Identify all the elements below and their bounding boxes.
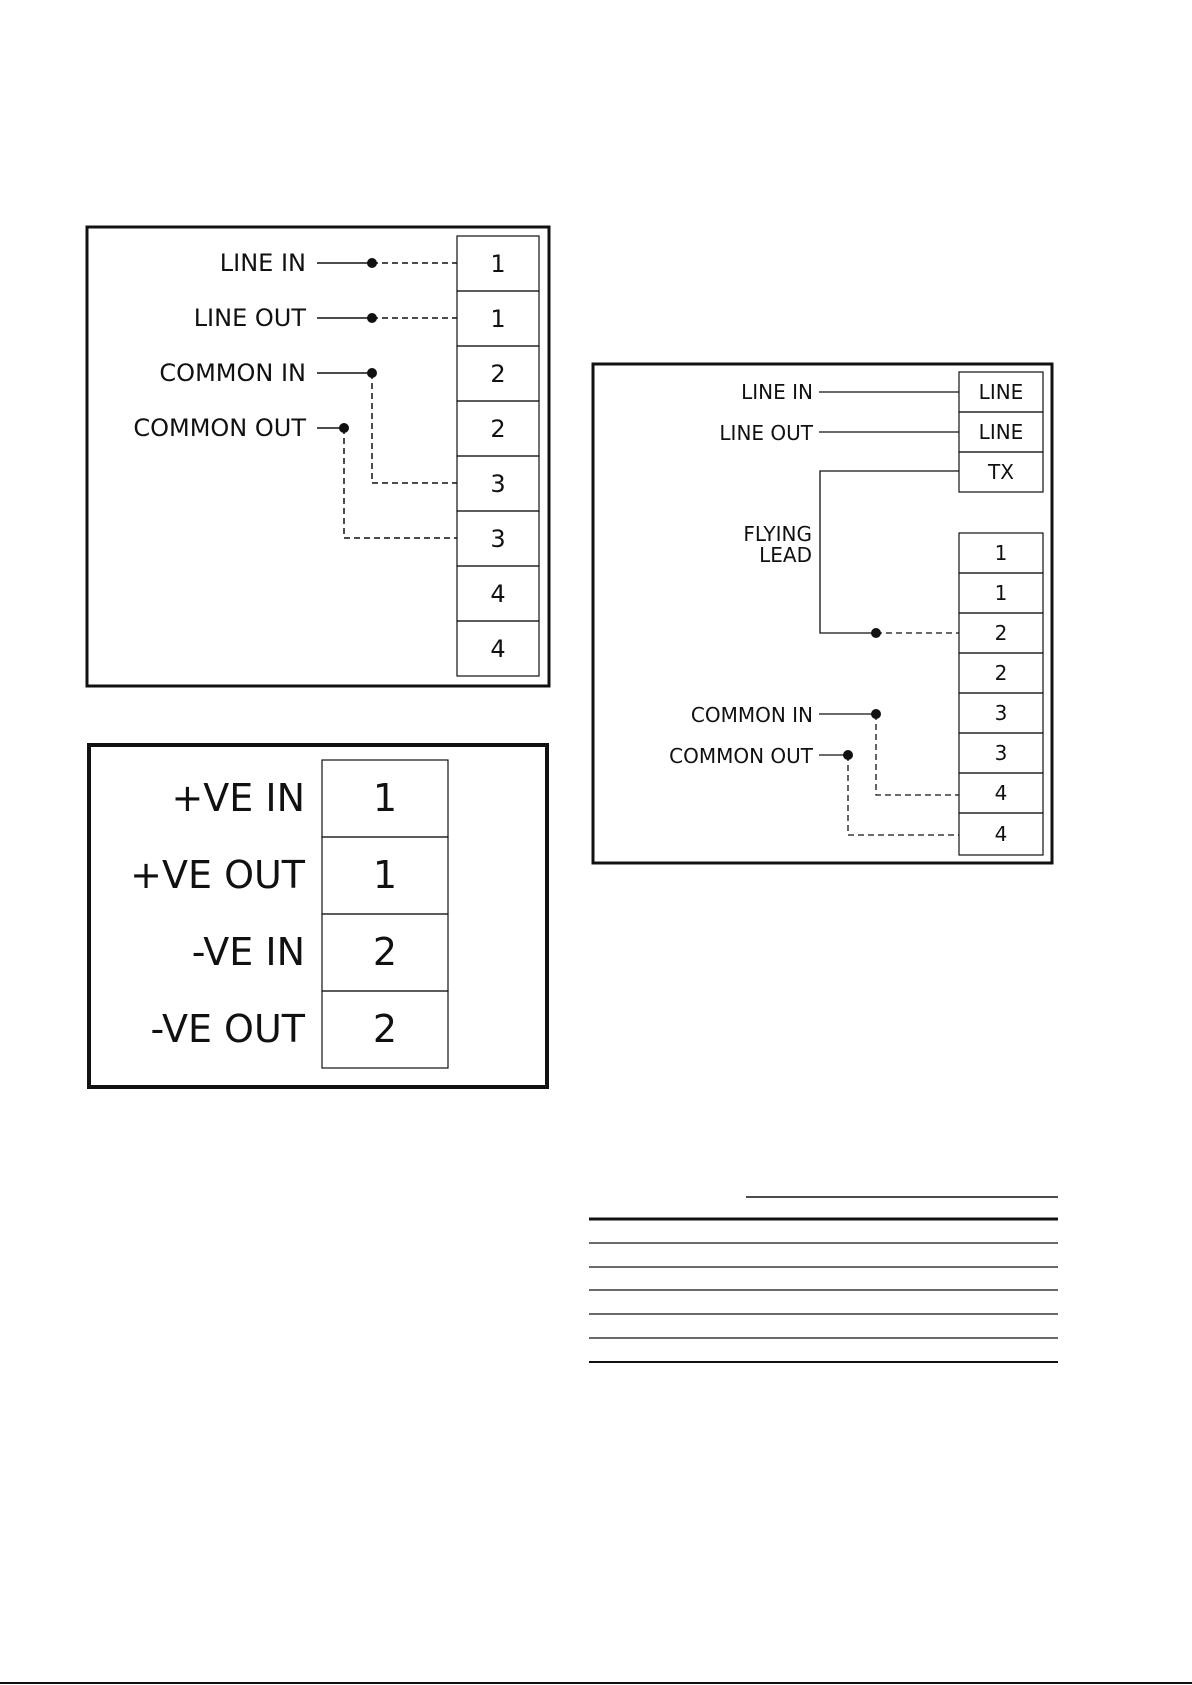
d3-terminal-2b: 2: [994, 661, 1008, 685]
d3-terminal-3b: 3: [994, 741, 1008, 765]
d3-label-lead: LEAD: [759, 543, 812, 567]
d1-terminal-1a: 1: [490, 250, 506, 278]
diagram-1: [87, 227, 549, 686]
d2-label-pos-out: +VE OUT: [130, 853, 305, 897]
d3-terminal-4b: 4: [994, 822, 1008, 846]
d2-terminal-2b: 2: [372, 1007, 398, 1051]
empty-table-rules: [589, 1197, 1058, 1362]
d2-terminal-2a: 2: [372, 930, 398, 974]
d1-terminal-4b: 4: [490, 635, 506, 663]
d3-terminal-tx: TX: [988, 460, 1014, 484]
d3-terminal-2a: 2: [994, 621, 1008, 645]
d3-terminal-4a: 4: [994, 781, 1008, 805]
diagram-2: [89, 745, 547, 1087]
d3-junction-dots: [843, 628, 881, 760]
d3-terminal-1b: 1: [994, 581, 1008, 605]
d3-label-line-out: LINE OUT: [719, 421, 813, 445]
d3-terminal-3a: 3: [994, 701, 1008, 725]
d2-label-pos-in: +VE IN: [171, 776, 305, 820]
d3-wires: [819, 392, 959, 835]
d3-terminal-line-a: LINE: [978, 380, 1024, 404]
d1-terminal-1b: 1: [490, 305, 506, 333]
d2-label-neg-out: -VE OUT: [150, 1007, 305, 1051]
d1-label-line-out: LINE OUT: [193, 304, 306, 332]
d3-terminal-1a: 1: [994, 541, 1008, 565]
d3-label-line-in: LINE IN: [741, 380, 813, 404]
d1-terminal-3b: 3: [490, 525, 506, 553]
d1-terminal-2a: 2: [490, 360, 506, 388]
d1-label-common-out: COMMON OUT: [133, 414, 306, 442]
d2-terminal-1b: 1: [372, 853, 398, 897]
d3-terminal-line-b: LINE: [978, 420, 1024, 444]
d3-label-common-in: COMMON IN: [690, 703, 813, 727]
d1-terminal-4a: 4: [490, 580, 506, 608]
d1-wires: [317, 263, 457, 538]
d1-label-common-in: COMMON IN: [159, 359, 306, 387]
d1-label-line-in: LINE IN: [219, 249, 306, 277]
d1-terminal-3a: 3: [490, 470, 506, 498]
d3-label-common-out: COMMON OUT: [669, 744, 813, 768]
d3-label-flying: FLYING: [743, 522, 812, 546]
diagram-1-terminal-block: [457, 236, 539, 676]
d2-terminal-1a: 1: [372, 776, 398, 820]
diagram-3: [593, 364, 1052, 863]
d1-terminal-2b: 2: [490, 415, 506, 443]
d2-label-neg-in: -VE IN: [191, 930, 305, 974]
